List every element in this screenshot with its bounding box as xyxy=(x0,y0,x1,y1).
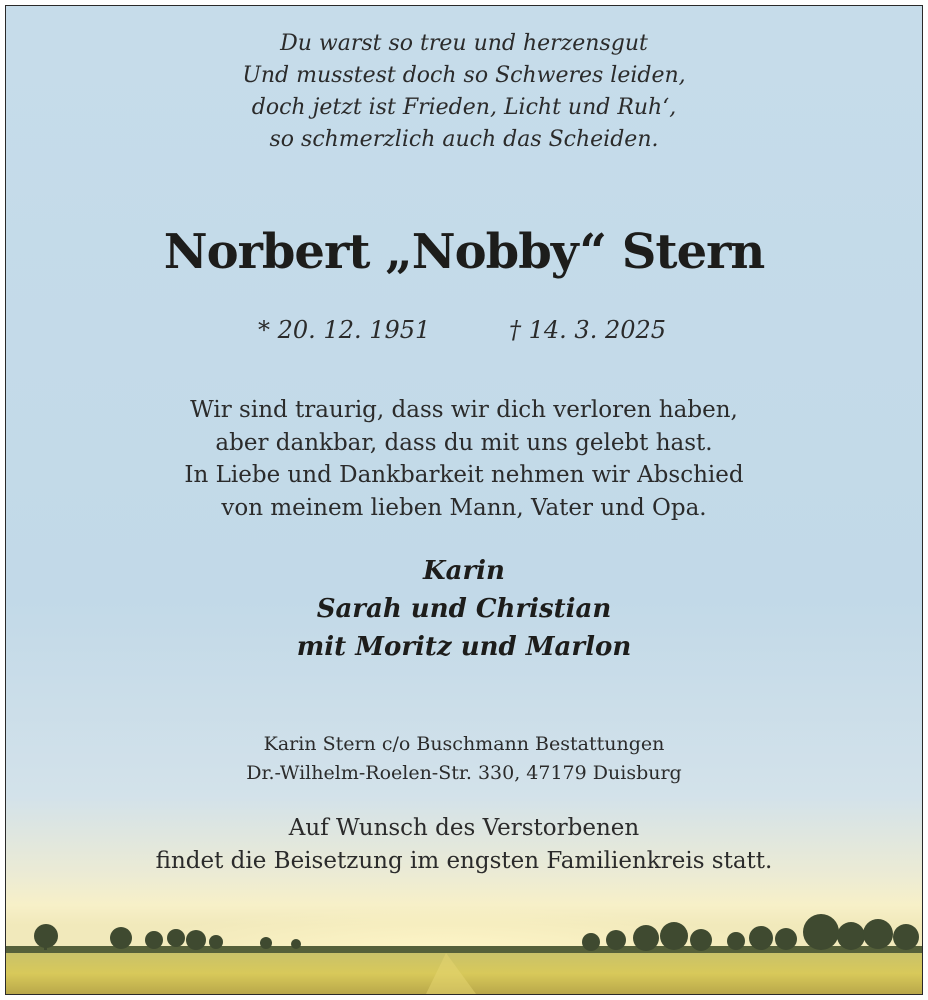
farewell-message xyxy=(6,394,922,524)
address-line: Dr.-Wilhelm-Roelen-Str. 330, 47179 Duisburg xyxy=(246,761,682,784)
mourners-list xyxy=(6,552,922,666)
notice-line: Auf Wunsch des Verstorbenen xyxy=(288,815,640,841)
message-line: Wir sind traurig, dass wir dich verloren haben, xyxy=(190,397,738,423)
address-line: Karin Stern c/o Buschmann Bestattungen xyxy=(263,733,665,755)
message-line: In Liebe und Dankbarkeit nehmen wir Abschied xyxy=(184,462,744,488)
mourner-name: Sarah und Christian xyxy=(316,594,612,624)
poem-verse xyxy=(6,28,922,156)
obituary-card xyxy=(5,5,923,995)
poem-line: so schmerzlich auch das Scheiden. xyxy=(269,127,659,152)
message-line: aber dankbar, dass du mit uns gelebt hast. xyxy=(215,429,713,456)
birth-date: * 20. 12. 1951 xyxy=(258,316,431,344)
deceased-name: Norbert „Nobby“ Stern xyxy=(163,224,765,280)
mourner-name: mit Moritz und Marlon xyxy=(296,632,632,662)
poem-line: doch jetzt ist Frieden, Licht und Ruh‘, xyxy=(251,95,677,120)
poem-line: Und musstest doch so Schweres leiden, xyxy=(242,63,686,88)
mourner-name: Karin xyxy=(423,556,505,586)
contact-address xyxy=(6,730,922,787)
poem-line: Du warst so treu und herzensgut xyxy=(280,31,648,56)
notice-line: findet die Beisetzung im engsten Familienkreis statt. xyxy=(155,847,773,874)
burial-notice xyxy=(6,812,922,877)
message-line: von meinem lieben Mann, Vater und Opa. xyxy=(221,494,707,521)
death-date: † 14. 3. 2025 xyxy=(509,316,667,344)
